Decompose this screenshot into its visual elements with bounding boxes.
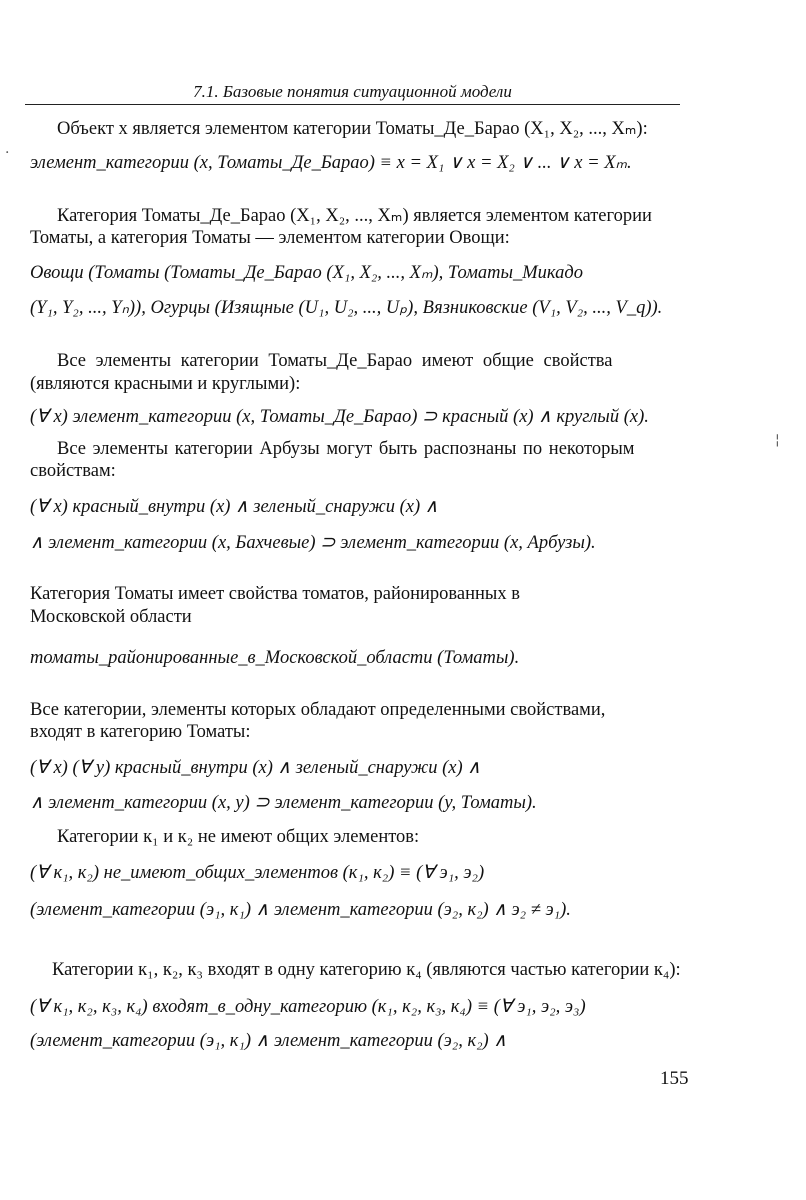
page-number: 155 [660,1068,689,1089]
text-line: свойствам: [30,461,116,481]
header-rule [25,104,680,105]
running-header: 7.1. Базовые понятия ситуационной модели [193,82,512,101]
formula-line: ∧ элемент_категории (x, y) ⊃ элемент_категории (y, Томаты). [30,793,537,813]
text-line: (являются красными и круглыми): [30,374,301,394]
text-line: Все элементы категории Томаты_Де_Барао имеют общие свойства [57,351,613,371]
formula-line: Овощи (Томаты (Томаты_Де_Барао (X₁, X₂, ..., Xₘ), Томаты_Микадо [30,263,583,283]
text-line: Все элементы категории Арбузы могут быть распознаны по некоторым [57,439,635,459]
scan-mark: ¦ [775,432,780,448]
text-line: Категория Томаты_Де_Барао (X₁, X₂, ..., Xₘ) является элементом категории [57,206,652,226]
text-line: Томаты, а категория Томаты — элементом категории Овощи: [30,228,510,248]
formula-line: (∀ к₁, к₂, к₃, к₄) входят_в_одну_категорию (к₁, к₂, к₃, к₄) ≡ (∀ э₁, э₂, э₃) [30,997,586,1017]
text-line: Категории к₁ и к₂ не имеют общих элементов: [57,827,420,847]
formula-line: томаты_районированные_в_Московской_области (Томаты). [30,648,520,668]
text-line: Все категории, элементы которых обладают определенными свойствами, [30,700,606,720]
formula-line: ∧ элемент_категории (x, Бахчевые) ⊃ элемент_категории (x, Арбузы). [30,533,596,553]
formula-line: (Y₁, Y₂, ..., Yₙ)), Огурцы (Изящные (U₁, U₂, ..., Uₚ), Вязниковские (V₁, V₂, ..., V_q)). [30,298,663,318]
text-line: Объект x является элементом категории Томаты_Де_Барао (X₁, X₂, ..., Xₘ): [57,119,648,139]
formula-line: (элемент_категории (э₁, к₁) ∧ элемент_категории (э₂, к₂) ∧ э₂ ≠ э₁). [30,900,571,920]
text-line: Категории к₁, к₂, к₃ входят в одну категорию к₄ (являются частью категории к₄): [52,960,681,980]
text-line: входят в категорию Томаты: [30,722,251,742]
text-line: Категория Томаты имеет свойства томатов, районированных в [30,584,520,604]
formula-line: (∀ x) (∀ y) красный_внутри (x) ∧ зеленый_снаружи (x) ∧ [30,758,481,778]
text-line: Московской области [30,607,192,627]
formula-line: (∀ x) элемент_категории (x, Томаты_Де_Барао) ⊃ красный (x) ∧ круглый (x). [30,407,649,427]
formula-line: (∀ к₁, к₂) не_имеют_общих_элементов (к₁, к₂) ≡ (∀ э₁, э₂) [30,863,485,883]
formula-line: элемент_категории (x, Томаты_Де_Барао) ≡ x = X₁ ∨ x = X₂ ∨ ... ∨ x = Xₘ. [30,153,632,173]
formula-line: (∀ x) красный_внутри (x) ∧ зеленый_снаружи (x) ∧ [30,497,439,517]
scan-dot: · [5,145,10,161]
formula-line: (элемент_категории (э₁, к₁) ∧ элемент_категории (э₂, к₂) ∧ [30,1031,507,1051]
